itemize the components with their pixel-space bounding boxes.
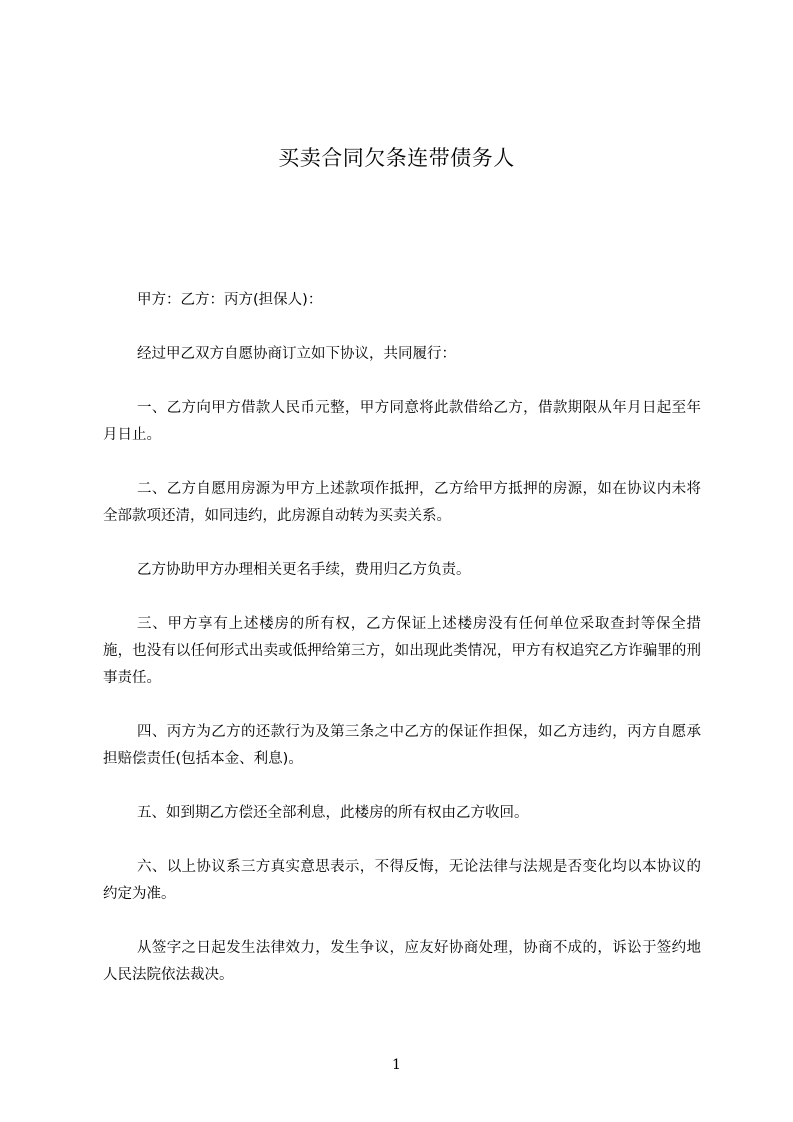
page-number: 1 (392, 1057, 401, 1073)
clause-3-paragraph: 三、甲方享有上述楼房的所有权，乙方保证上述楼房没有任何单位采取查封等保全措施，也没有以任何形式出卖或低押给第三方，如出现此类情况，甲方有权追究乙方诈骗罪的刑事责任。 (103, 616, 701, 686)
clause-6-paragraph: 六、以上协议系三方真实意思表示，不得反悔，无论法律与法规是否变化均以本协议的约定为准。 (103, 859, 701, 902)
clause-4-paragraph: 四、丙方为乙方的还款行为及第三条之中乙方的保证作担保，如乙方违约，丙方自愿承担赔偿责任(包括本金、利息)。 (103, 724, 701, 767)
document-title: 买卖合同欠条连带债务人 (278, 146, 515, 170)
effectiveness-paragraph: 从签字之日起发生法律效力，发生争议，应友好协商处理，协商不成的，诉讼于签约地人民法院依法裁决。 (103, 940, 701, 983)
clause-2-supplement-paragraph: 乙方协助甲方办理相关更名手续，费用归乙方负责。 (137, 562, 471, 578)
parties-line: 甲方：乙方：丙方(担保人)： (137, 292, 323, 308)
clause-1-paragraph: 一、乙方向甲方借款人民币元整，甲方同意将此款借给乙方，借款期限从年月日起至年月日止。 (103, 400, 701, 443)
preamble-paragraph: 经过甲乙双方自愿协商订立如下协议，共同履行： (137, 346, 456, 362)
document-body (103, 287, 701, 1016)
clause-5-paragraph: 五、如到期乙方偿还全部利息，此楼房的所有权由乙方收回。 (137, 805, 529, 821)
clause-2-paragraph: 二、乙方自愿用房源为甲方上述款项作抵押，乙方给甲方抵押的房源，如在协议内未将全部款项还清，如同违约，此房源自动转为买卖关系。 (103, 481, 701, 524)
